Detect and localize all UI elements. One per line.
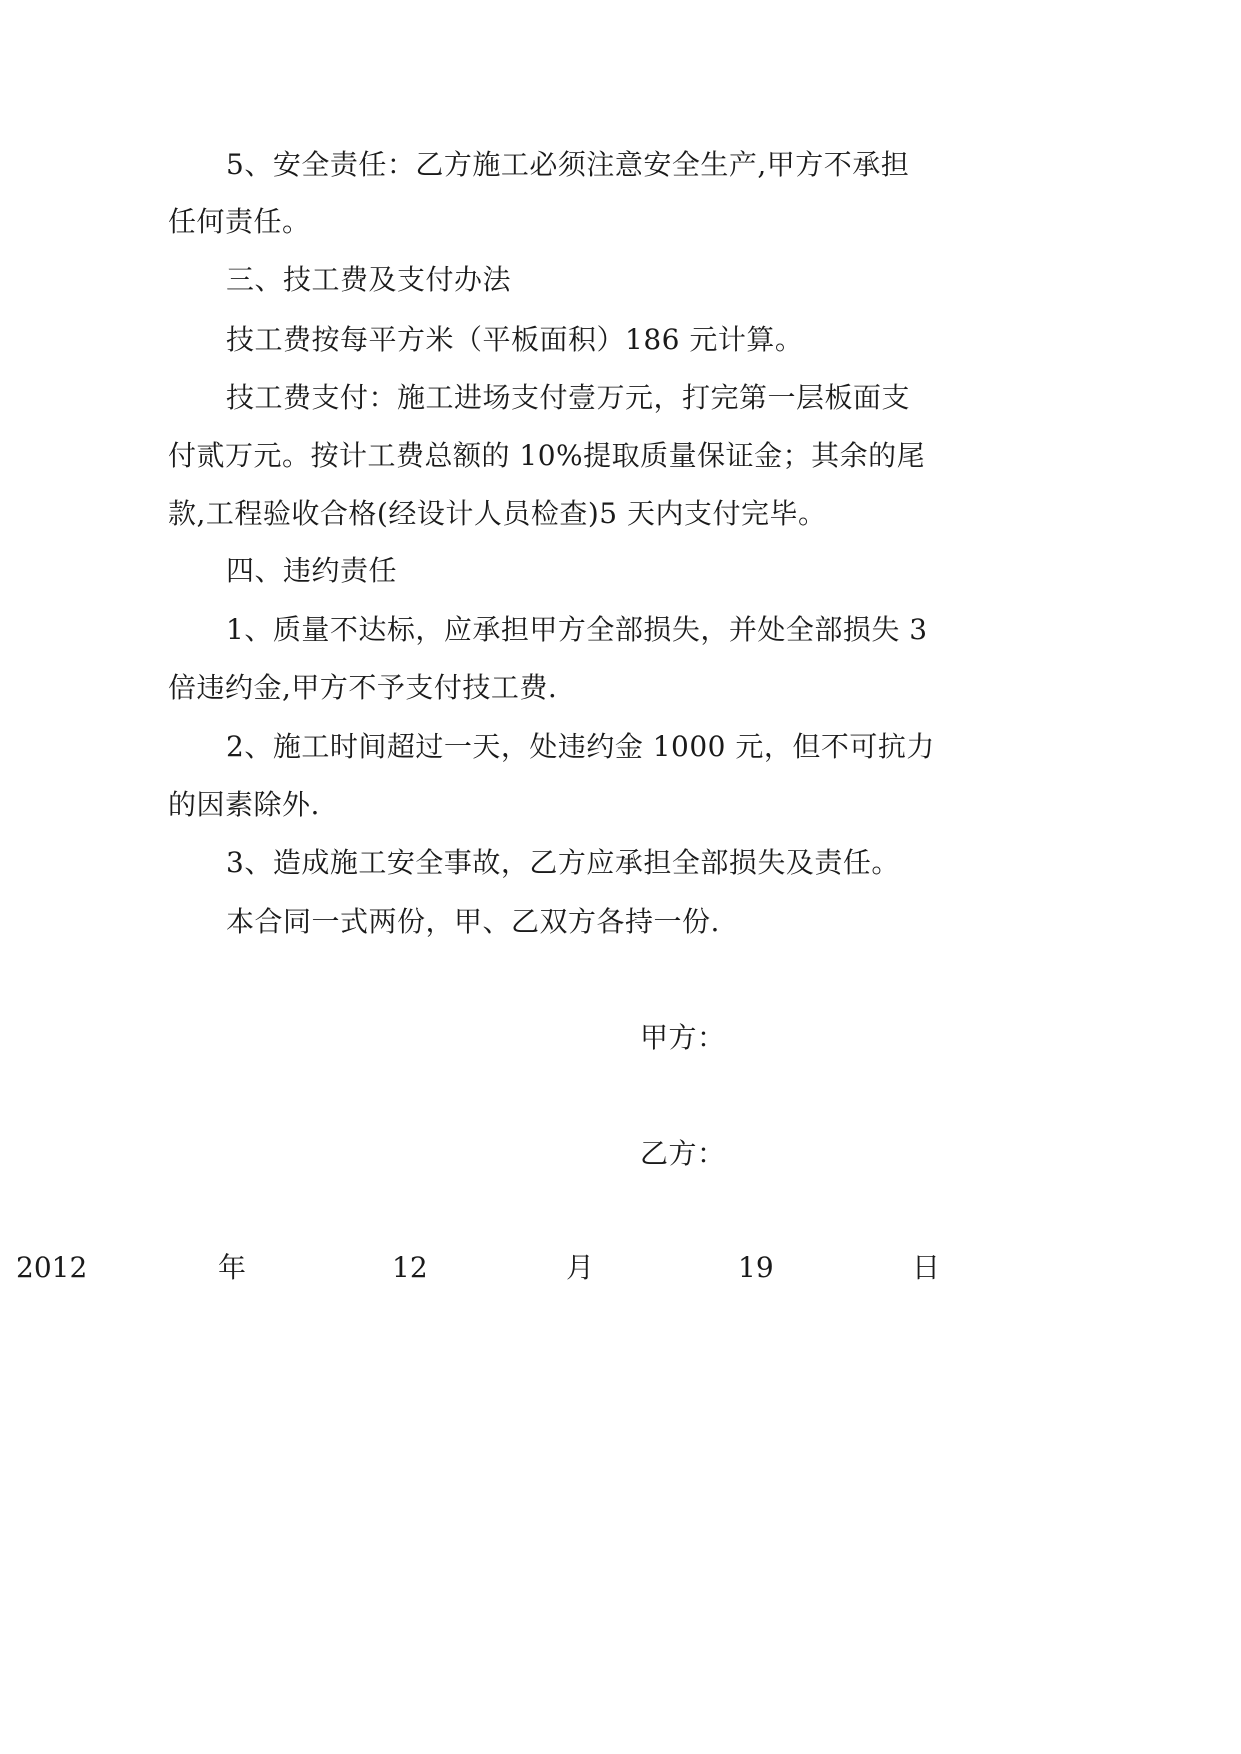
section-heading-breach: 四、违约责任 — [226, 554, 398, 587]
clause-fee-payment-line-3: 款,工程验收合格(经设计人员检查)5 天内支付完毕。 — [168, 497, 827, 530]
clause-fee-rate: 技工费按每平方米（平板面积）186 元计算。 — [226, 323, 804, 356]
date-year-unit: 年 — [218, 1251, 247, 1284]
clause-safety-line-1: 5、安全责任：乙方施工必须注意安全生产,甲方不承担 — [226, 148, 910, 181]
party-b-signature-label: 乙方： — [640, 1137, 726, 1170]
date-day: 19 — [738, 1251, 774, 1284]
date-year: 2012 — [16, 1251, 88, 1284]
section-heading-fee: 三、技工费及支付办法 — [226, 263, 512, 296]
clause-fee-payment-line-2: 付贰万元。按计工费总额的 10%提取质量保证金；其余的尾 — [168, 439, 926, 472]
party-a-signature-label: 甲方： — [640, 1021, 726, 1054]
clause-breach-2-line-2: 的因素除外. — [168, 788, 320, 821]
clause-breach-1-line-1: 1、质量不达标，应承担甲方全部损失，并处全部损失 3 — [226, 613, 928, 646]
date-month-unit: 月 — [566, 1251, 595, 1284]
date-month: 12 — [392, 1251, 428, 1284]
clause-breach-2-line-1: 2、施工时间超过一天，处违约金 1000 元，但不可抗力 — [226, 730, 935, 763]
date-day-unit: 日 — [912, 1251, 941, 1284]
clause-breach-3: 3、造成施工安全事故，乙方应承担全部损失及责任。 — [226, 846, 900, 879]
clause-copies: 本合同一式两份，甲、乙双方各持一份. — [226, 905, 720, 938]
clause-fee-payment-line-1: 技工费支付：施工进场支付壹万元，打完第一层板面支 — [226, 381, 911, 414]
clause-safety-line-2: 任何责任。 — [168, 205, 311, 238]
clause-breach-1-line-2: 倍违约金,甲方不予支付技工费. — [168, 671, 558, 704]
